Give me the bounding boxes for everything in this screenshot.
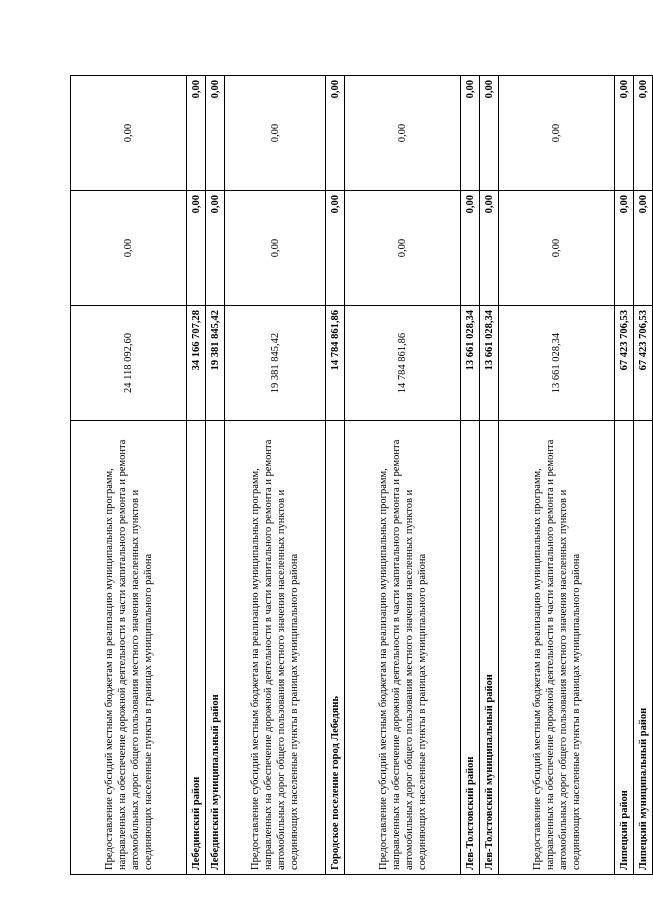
amount-cell: 0,00 bbox=[326, 191, 345, 306]
amount-cell: 0,00 bbox=[206, 191, 225, 306]
amount-cell: 0,00 bbox=[480, 76, 499, 191]
amount-cell: 0,00 bbox=[225, 191, 326, 306]
amount-cell: 0,00 bbox=[615, 191, 634, 306]
amount-cell: 0,00 bbox=[634, 191, 653, 306]
amount-cell: 0,00 bbox=[345, 76, 461, 191]
amount-cell: 13 661 028,34 bbox=[480, 306, 499, 421]
row-name-cell: Лебединский муниципальный район bbox=[206, 421, 225, 875]
row-name-cell: Предоставление субсидий местным бюджетам на реализацию муниципальных программ, направленных на обеспечение дорожной деятельности в части капитального ремонта и ремонта автомобильных дорог общего пользования местного значения населенных пунктов и соединяющих населенные пункты в границах муниципального района bbox=[499, 421, 615, 875]
amount-cell: 34 166 707,28 bbox=[187, 306, 206, 421]
amount-cell: 0,00 bbox=[345, 191, 461, 306]
row-name-cell: Городское поселение город Лебедянь bbox=[326, 421, 345, 875]
amount-cell: 67 423 706,53 bbox=[615, 306, 634, 421]
amount-cell: 67 423 706,53 bbox=[634, 306, 653, 421]
row-name-cell: Лев-Толстовский муниципальный район bbox=[480, 421, 499, 875]
amount-cell: 0,00 bbox=[326, 76, 345, 191]
amount-cell: 24 118 092,60 bbox=[71, 306, 187, 421]
amount-cell: 0,00 bbox=[499, 191, 615, 306]
amount-cell: 0,00 bbox=[187, 191, 206, 306]
row-name-cell: Лебединский район bbox=[187, 421, 206, 875]
row-name-cell: Предоставление субсидий местным бюджетам на реализацию муниципальных программ, направленных на обеспечение дорожной деятельности в части капитального ремонта и ремонта автомобильных дорог общего пользования местного значения населенных пунктов и соединяющих населенные пункты в границах муниципального района bbox=[71, 421, 187, 875]
amount-cell: 0,00 bbox=[206, 76, 225, 191]
amount-cell: 0,00 bbox=[187, 76, 206, 191]
table-body bbox=[71, 76, 653, 875]
table-row bbox=[480, 76, 499, 875]
amount-cell: 0,00 bbox=[461, 191, 480, 306]
table-row bbox=[634, 76, 653, 875]
amount-cell: 0,00 bbox=[71, 191, 187, 306]
amount-cell: 0,00 bbox=[225, 76, 326, 191]
row-name-cell: Предоставление субсидий местным бюджетам на реализацию муниципальных программ, направленных на обеспечение дорожной деятельности в части капитального ремонта и ремонта автомобильных дорог общего пользования местного значения населенных пунктов и соединяющих населенные пункты в границах муниципального района bbox=[225, 421, 326, 875]
table-row bbox=[461, 76, 480, 875]
amount-cell: 14 784 861,86 bbox=[345, 306, 461, 421]
amount-cell: 0,00 bbox=[461, 76, 480, 191]
amount-cell: 19 381 845,42 bbox=[225, 306, 326, 421]
amount-cell: 14 784 861,86 bbox=[326, 306, 345, 421]
table-row bbox=[225, 76, 326, 875]
table-row bbox=[499, 76, 615, 875]
row-name-cell: Липецкий муниципальный район bbox=[634, 421, 653, 875]
amount-cell: 0,00 bbox=[499, 76, 615, 191]
table-row bbox=[345, 76, 461, 875]
table-row bbox=[206, 76, 225, 875]
table-row bbox=[615, 76, 634, 875]
budget-table bbox=[70, 75, 653, 875]
rotated-page bbox=[70, 75, 649, 875]
amount-cell: 0,00 bbox=[71, 76, 187, 191]
row-name-cell: Липецкий район bbox=[615, 421, 634, 875]
row-name-cell: Предоставление субсидий местным бюджетам на реализацию муниципальных программ, направленных на обеспечение дорожной деятельности в части капитального ремонта и ремонта автомобильных дорог общего пользования местного значения населенных пунктов и соединяющих населенные пункты в границах муниципального района bbox=[345, 421, 461, 875]
amount-cell: 0,00 bbox=[634, 76, 653, 191]
row-name-cell: Лев-Толстовский район bbox=[461, 421, 480, 875]
amount-cell: 13 661 028,34 bbox=[461, 306, 480, 421]
amount-cell: 19 381 845,42 bbox=[206, 306, 225, 421]
amount-cell: 13 661 028,34 bbox=[499, 306, 615, 421]
amount-cell: 0,00 bbox=[615, 76, 634, 191]
amount-cell: 0,00 bbox=[480, 191, 499, 306]
table-row bbox=[326, 76, 345, 875]
table-row bbox=[71, 76, 187, 875]
table-row bbox=[187, 76, 206, 875]
